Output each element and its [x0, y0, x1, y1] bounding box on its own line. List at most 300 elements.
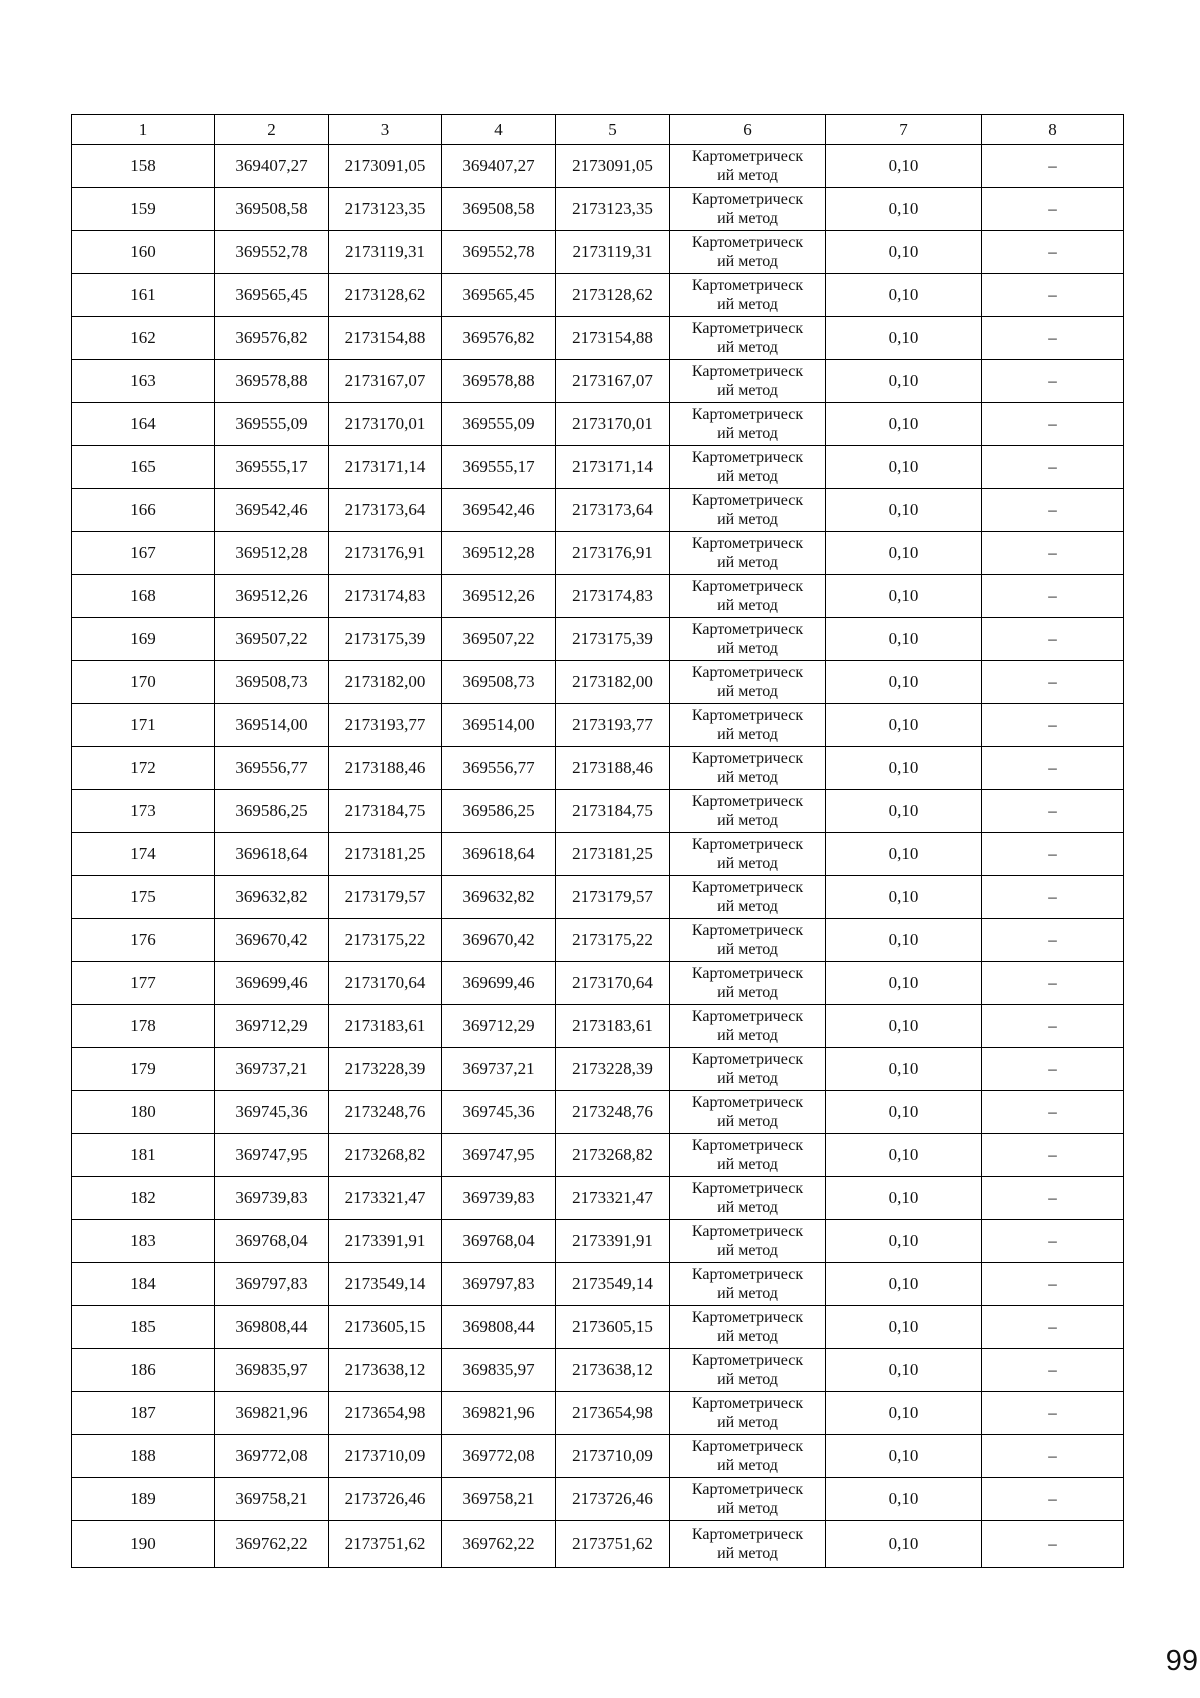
method-text-line: ий метод — [717, 855, 778, 872]
y-coordinate-cell: 2173170,01 — [329, 403, 442, 446]
column-header: 6 — [670, 115, 826, 145]
method-cell — [670, 403, 826, 446]
table-row — [72, 747, 1124, 790]
table-row — [72, 317, 1124, 360]
y-coordinate-cell: 2173321,47 — [329, 1177, 442, 1220]
point-number-cell: 158 — [72, 145, 215, 188]
y-coordinate-cell: 2173123,35 — [556, 188, 670, 231]
y-coordinate-cell: 2173228,39 — [556, 1048, 670, 1091]
x-coordinate-cell: 369739,83 — [215, 1177, 329, 1220]
y-coordinate-cell: 2173171,14 — [329, 446, 442, 489]
y-coordinate-cell: 2173173,64 — [556, 489, 670, 532]
y-coordinate-cell: 2173391,91 — [556, 1220, 670, 1263]
method-text-line: ий метод — [717, 425, 778, 442]
point-number-cell: 160 — [72, 231, 215, 274]
x-coordinate-cell: 369712,29 — [442, 1005, 556, 1048]
y-coordinate-cell: 2173184,75 — [329, 790, 442, 833]
method-text-line: Картометрическ — [691, 1395, 804, 1412]
y-coordinate-cell: 2173268,82 — [556, 1134, 670, 1177]
x-coordinate-cell: 369768,04 — [215, 1220, 329, 1263]
method-text-line: Картометрическ — [691, 1051, 804, 1068]
x-coordinate-cell: 369576,82 — [215, 317, 329, 360]
x-coordinate-cell: 369808,44 — [215, 1306, 329, 1349]
method-text-line: Картометрическ — [691, 148, 804, 165]
method-cell — [670, 1134, 826, 1177]
note-cell: – — [982, 446, 1124, 489]
table-body — [72, 145, 1124, 1568]
method-text-line: ий метод — [717, 726, 778, 743]
y-coordinate-cell: 2173182,00 — [556, 661, 670, 704]
method-text-line: Картометрическ — [691, 449, 804, 466]
column-header: 3 — [329, 115, 442, 145]
column-header: 1 — [72, 115, 215, 145]
y-coordinate-cell: 2173173,64 — [329, 489, 442, 532]
y-coordinate-cell: 2173179,57 — [556, 876, 670, 919]
x-coordinate-cell: 369586,25 — [215, 790, 329, 833]
point-number-cell: 185 — [72, 1306, 215, 1349]
note-cell: – — [982, 360, 1124, 403]
method-text-line: ий метод — [717, 382, 778, 399]
x-coordinate-cell: 369797,83 — [442, 1263, 556, 1306]
x-coordinate-cell: 369670,42 — [215, 919, 329, 962]
method-text-line: Картометрическ — [691, 492, 804, 509]
accuracy-cell: 0,10 — [826, 1177, 982, 1220]
point-number-cell: 176 — [72, 919, 215, 962]
accuracy-cell: 0,10 — [826, 1091, 982, 1134]
y-coordinate-cell: 2173268,82 — [329, 1134, 442, 1177]
accuracy-cell: 0,10 — [826, 833, 982, 876]
y-coordinate-cell: 2173176,91 — [556, 532, 670, 575]
method-text-line: ий метод — [717, 1027, 778, 1044]
x-coordinate-cell: 369507,22 — [215, 618, 329, 661]
method-cell — [670, 747, 826, 790]
method-cell — [670, 446, 826, 489]
table-row — [72, 1091, 1124, 1134]
accuracy-cell: 0,10 — [826, 1306, 982, 1349]
method-text-line: Картометрическ — [691, 621, 804, 638]
x-coordinate-cell: 369576,82 — [442, 317, 556, 360]
x-coordinate-cell: 369512,26 — [442, 575, 556, 618]
y-coordinate-cell: 2173175,22 — [329, 919, 442, 962]
method-text-line: ий метод — [717, 253, 778, 270]
x-coordinate-cell: 369618,64 — [442, 833, 556, 876]
table-row — [72, 360, 1124, 403]
accuracy-cell: 0,10 — [826, 145, 982, 188]
method-text-line: Картометрическ — [691, 836, 804, 853]
point-number-cell: 182 — [72, 1177, 215, 1220]
y-coordinate-cell: 2173091,05 — [556, 145, 670, 188]
method-text-line: Картометрическ — [691, 1352, 804, 1369]
x-coordinate-cell: 369407,27 — [215, 145, 329, 188]
y-coordinate-cell: 2173183,61 — [556, 1005, 670, 1048]
note-cell: – — [982, 1048, 1124, 1091]
accuracy-cell: 0,10 — [826, 231, 982, 274]
method-text-line: Картометрическ — [691, 406, 804, 423]
point-number-cell: 172 — [72, 747, 215, 790]
note-cell: – — [982, 919, 1124, 962]
method-text-line: Картометрическ — [691, 879, 804, 896]
point-number-cell: 187 — [72, 1392, 215, 1435]
accuracy-cell: 0,10 — [826, 317, 982, 360]
method-text-line: Картометрическ — [691, 1180, 804, 1197]
table-row — [72, 1435, 1124, 1478]
table-row — [72, 231, 1124, 274]
y-coordinate-cell: 2173181,25 — [556, 833, 670, 876]
point-number-cell: 175 — [72, 876, 215, 919]
method-cell — [670, 1263, 826, 1306]
y-coordinate-cell: 2173248,76 — [556, 1091, 670, 1134]
accuracy-cell: 0,10 — [826, 704, 982, 747]
point-number-cell: 181 — [72, 1134, 215, 1177]
method-text-line: ий метод — [717, 167, 778, 184]
x-coordinate-cell: 369835,97 — [442, 1349, 556, 1392]
y-coordinate-cell: 2173175,39 — [556, 618, 670, 661]
x-coordinate-cell: 369737,21 — [442, 1048, 556, 1091]
y-coordinate-cell: 2173154,88 — [556, 317, 670, 360]
note-cell: – — [982, 231, 1124, 274]
column-header: 4 — [442, 115, 556, 145]
x-coordinate-cell: 369542,46 — [215, 489, 329, 532]
method-text-line: ий метод — [717, 812, 778, 829]
x-coordinate-cell: 369555,09 — [442, 403, 556, 446]
y-coordinate-cell: 2173710,09 — [556, 1435, 670, 1478]
note-cell: – — [982, 1478, 1124, 1521]
method-text-line: ий метод — [717, 1328, 778, 1345]
x-coordinate-cell: 369508,58 — [442, 188, 556, 231]
accuracy-cell: 0,10 — [826, 790, 982, 833]
method-text-line: Картометрическ — [691, 922, 804, 939]
method-text-line: Картометрическ — [691, 1438, 804, 1455]
column-header: 2 — [215, 115, 329, 145]
method-text-line: ий метод — [717, 1545, 778, 1562]
point-number-cell: 186 — [72, 1349, 215, 1392]
note-cell: – — [982, 661, 1124, 704]
x-coordinate-cell: 369808,44 — [442, 1306, 556, 1349]
note-cell: – — [982, 274, 1124, 317]
x-coordinate-cell: 369632,82 — [442, 876, 556, 919]
note-cell: – — [982, 833, 1124, 876]
point-number-cell: 168 — [72, 575, 215, 618]
y-coordinate-cell: 2173726,46 — [556, 1478, 670, 1521]
note-cell: – — [982, 1435, 1124, 1478]
method-text-line: ий метод — [717, 339, 778, 356]
point-number-cell: 173 — [72, 790, 215, 833]
table-row — [72, 446, 1124, 489]
table-row — [72, 1134, 1124, 1177]
x-coordinate-cell: 369508,73 — [215, 661, 329, 704]
method-cell — [670, 661, 826, 704]
method-cell — [670, 833, 826, 876]
accuracy-cell: 0,10 — [826, 876, 982, 919]
method-text-line: ий метод — [717, 1500, 778, 1517]
y-coordinate-cell: 2173549,14 — [556, 1263, 670, 1306]
accuracy-cell: 0,10 — [826, 489, 982, 532]
accuracy-cell: 0,10 — [826, 1521, 982, 1568]
method-text-line: ий метод — [717, 511, 778, 528]
x-coordinate-cell: 369835,97 — [215, 1349, 329, 1392]
method-cell — [670, 1306, 826, 1349]
accuracy-cell: 0,10 — [826, 188, 982, 231]
x-coordinate-cell: 369555,17 — [442, 446, 556, 489]
x-coordinate-cell: 369772,08 — [215, 1435, 329, 1478]
y-coordinate-cell: 2173171,14 — [556, 446, 670, 489]
table-row — [72, 704, 1124, 747]
x-coordinate-cell: 369407,27 — [442, 145, 556, 188]
method-cell — [670, 1392, 826, 1435]
x-coordinate-cell: 369758,21 — [215, 1478, 329, 1521]
method-cell — [670, 704, 826, 747]
table-row — [72, 1521, 1124, 1568]
table-row — [72, 188, 1124, 231]
x-coordinate-cell: 369747,95 — [442, 1134, 556, 1177]
table-row — [72, 962, 1124, 1005]
method-text-line: Картометрическ — [691, 1526, 804, 1543]
note-cell: – — [982, 704, 1124, 747]
method-text-line: Картометрическ — [691, 1481, 804, 1498]
method-cell — [670, 317, 826, 360]
x-coordinate-cell: 369556,77 — [442, 747, 556, 790]
x-coordinate-cell: 369552,78 — [442, 231, 556, 274]
x-coordinate-cell: 369745,36 — [442, 1091, 556, 1134]
point-number-cell: 174 — [72, 833, 215, 876]
y-coordinate-cell: 2173605,15 — [556, 1306, 670, 1349]
coordinates-table — [71, 114, 1124, 1568]
y-coordinate-cell: 2173175,39 — [329, 618, 442, 661]
method-cell — [670, 145, 826, 188]
accuracy-cell: 0,10 — [826, 403, 982, 446]
y-coordinate-cell: 2173154,88 — [329, 317, 442, 360]
y-coordinate-cell: 2173170,01 — [556, 403, 670, 446]
method-cell — [670, 1177, 826, 1220]
y-coordinate-cell: 2173179,57 — [329, 876, 442, 919]
y-coordinate-cell: 2173193,77 — [329, 704, 442, 747]
method-text-line: ий метод — [717, 640, 778, 657]
method-text-line: ий метод — [717, 1199, 778, 1216]
method-text-line: Картометрическ — [691, 578, 804, 595]
point-number-cell: 170 — [72, 661, 215, 704]
x-coordinate-cell: 369699,46 — [215, 962, 329, 1005]
point-number-cell: 161 — [72, 274, 215, 317]
table-row — [72, 618, 1124, 661]
x-coordinate-cell: 369565,45 — [442, 274, 556, 317]
accuracy-cell: 0,10 — [826, 575, 982, 618]
method-cell — [670, 962, 826, 1005]
method-text-line: ий метод — [717, 468, 778, 485]
table-row — [72, 532, 1124, 575]
table-row — [72, 1349, 1124, 1392]
y-coordinate-cell: 2173726,46 — [329, 1478, 442, 1521]
accuracy-cell: 0,10 — [826, 919, 982, 962]
x-coordinate-cell: 369618,64 — [215, 833, 329, 876]
x-coordinate-cell: 369821,96 — [442, 1392, 556, 1435]
point-number-cell: 159 — [72, 188, 215, 231]
y-coordinate-cell: 2173391,91 — [329, 1220, 442, 1263]
accuracy-cell: 0,10 — [826, 446, 982, 489]
note-cell: – — [982, 1220, 1124, 1263]
y-coordinate-cell: 2173128,62 — [556, 274, 670, 317]
table-row — [72, 489, 1124, 532]
y-coordinate-cell: 2173170,64 — [556, 962, 670, 1005]
method-text-line: ий метод — [717, 898, 778, 915]
column-header: 8 — [982, 115, 1124, 145]
y-coordinate-cell: 2173123,35 — [329, 188, 442, 231]
accuracy-cell: 0,10 — [826, 1048, 982, 1091]
method-text-line: Картометрическ — [691, 750, 804, 767]
x-coordinate-cell: 369514,00 — [215, 704, 329, 747]
y-coordinate-cell: 2173182,00 — [329, 661, 442, 704]
y-coordinate-cell: 2173188,46 — [329, 747, 442, 790]
note-cell: – — [982, 962, 1124, 1005]
method-text-line: Картометрическ — [691, 1094, 804, 1111]
x-coordinate-cell: 369508,58 — [215, 188, 329, 231]
accuracy-cell: 0,10 — [826, 1134, 982, 1177]
table-row — [72, 403, 1124, 446]
point-number-cell: 166 — [72, 489, 215, 532]
table-row — [72, 145, 1124, 188]
method-text-line: ий метод — [717, 296, 778, 313]
accuracy-cell: 0,10 — [826, 360, 982, 403]
x-coordinate-cell: 369578,88 — [215, 360, 329, 403]
point-number-cell: 178 — [72, 1005, 215, 1048]
x-coordinate-cell: 369556,77 — [215, 747, 329, 790]
accuracy-cell: 0,10 — [826, 532, 982, 575]
y-coordinate-cell: 2173167,07 — [556, 360, 670, 403]
x-coordinate-cell: 369762,22 — [442, 1521, 556, 1568]
note-cell: – — [982, 403, 1124, 446]
method-text-line: Картометрическ — [691, 965, 804, 982]
method-text-line: ий метод — [717, 1156, 778, 1173]
note-cell: – — [982, 532, 1124, 575]
note-cell: – — [982, 575, 1124, 618]
point-number-cell: 188 — [72, 1435, 215, 1478]
note-cell: – — [982, 1521, 1124, 1568]
column-header: 7 — [826, 115, 982, 145]
x-coordinate-cell: 369514,00 — [442, 704, 556, 747]
y-coordinate-cell: 2173170,64 — [329, 962, 442, 1005]
table-row — [72, 833, 1124, 876]
point-number-cell: 189 — [72, 1478, 215, 1521]
x-coordinate-cell: 369739,83 — [442, 1177, 556, 1220]
method-cell — [670, 1220, 826, 1263]
x-coordinate-cell: 369507,22 — [442, 618, 556, 661]
method-cell — [670, 1091, 826, 1134]
method-cell — [670, 231, 826, 274]
x-coordinate-cell: 369747,95 — [215, 1134, 329, 1177]
accuracy-cell: 0,10 — [826, 661, 982, 704]
note-cell: – — [982, 1392, 1124, 1435]
method-text-line: ий метод — [717, 769, 778, 786]
accuracy-cell: 0,10 — [826, 1220, 982, 1263]
column-header: 5 — [556, 115, 670, 145]
point-number-cell: 171 — [72, 704, 215, 747]
page-number: 99 — [1165, 1645, 1198, 1677]
table-row — [72, 1048, 1124, 1091]
accuracy-cell: 0,10 — [826, 1392, 982, 1435]
accuracy-cell: 0,10 — [826, 1263, 982, 1306]
table-row — [72, 1220, 1124, 1263]
method-text-line: ий метод — [717, 1285, 778, 1302]
method-text-line: ий метод — [717, 1113, 778, 1130]
x-coordinate-cell: 369578,88 — [442, 360, 556, 403]
method-text-line: Картометрическ — [691, 664, 804, 681]
x-coordinate-cell: 369699,46 — [442, 962, 556, 1005]
y-coordinate-cell: 2173174,83 — [556, 575, 670, 618]
method-text-line: Картометрическ — [691, 1137, 804, 1154]
accuracy-cell: 0,10 — [826, 274, 982, 317]
note-cell: – — [982, 618, 1124, 661]
method-cell — [670, 618, 826, 661]
y-coordinate-cell: 2173183,61 — [329, 1005, 442, 1048]
method-text-line: ий метод — [717, 1414, 778, 1431]
point-number-cell: 162 — [72, 317, 215, 360]
method-text-line: ий метод — [717, 1457, 778, 1474]
table-row — [72, 919, 1124, 962]
method-cell — [670, 575, 826, 618]
accuracy-cell: 0,10 — [826, 618, 982, 661]
method-cell — [670, 790, 826, 833]
point-number-cell: 183 — [72, 1220, 215, 1263]
method-cell — [670, 274, 826, 317]
point-number-cell: 167 — [72, 532, 215, 575]
x-coordinate-cell: 369586,25 — [442, 790, 556, 833]
note-cell: – — [982, 489, 1124, 532]
point-number-cell: 169 — [72, 618, 215, 661]
table-row — [72, 274, 1124, 317]
x-coordinate-cell: 369555,17 — [215, 446, 329, 489]
method-text-line: Картометрическ — [691, 1309, 804, 1326]
note-cell: – — [982, 1005, 1124, 1048]
method-text-line: ий метод — [717, 1242, 778, 1259]
note-cell: – — [982, 876, 1124, 919]
method-text-line: Картометрическ — [691, 277, 804, 294]
x-coordinate-cell: 369512,26 — [215, 575, 329, 618]
accuracy-cell: 0,10 — [826, 1349, 982, 1392]
x-coordinate-cell: 369762,22 — [215, 1521, 329, 1568]
method-text-line: ий метод — [717, 210, 778, 227]
y-coordinate-cell: 2173638,12 — [329, 1349, 442, 1392]
x-coordinate-cell: 369552,78 — [215, 231, 329, 274]
table-row — [72, 575, 1124, 618]
method-cell — [670, 1048, 826, 1091]
note-cell: – — [982, 1091, 1124, 1134]
x-coordinate-cell: 369565,45 — [215, 274, 329, 317]
method-cell — [670, 1521, 826, 1568]
method-cell — [670, 876, 826, 919]
point-number-cell: 165 — [72, 446, 215, 489]
table-row — [72, 1263, 1124, 1306]
x-coordinate-cell: 369772,08 — [442, 1435, 556, 1478]
y-coordinate-cell: 2173167,07 — [329, 360, 442, 403]
y-coordinate-cell: 2173174,83 — [329, 575, 442, 618]
y-coordinate-cell: 2173751,62 — [556, 1521, 670, 1568]
y-coordinate-cell: 2173091,05 — [329, 145, 442, 188]
method-text-line: Картометрическ — [691, 191, 804, 208]
y-coordinate-cell: 2173175,22 — [556, 919, 670, 962]
method-text-line: Картометрическ — [691, 1008, 804, 1025]
method-cell — [670, 489, 826, 532]
method-text-line: Картометрическ — [691, 363, 804, 380]
method-text-line: Картометрическ — [691, 535, 804, 552]
table-row — [72, 790, 1124, 833]
method-cell — [670, 1478, 826, 1521]
table-row — [72, 1005, 1124, 1048]
method-cell — [670, 1349, 826, 1392]
point-number-cell: 180 — [72, 1091, 215, 1134]
y-coordinate-cell: 2173193,77 — [556, 704, 670, 747]
x-coordinate-cell: 369508,73 — [442, 661, 556, 704]
x-coordinate-cell: 369768,04 — [442, 1220, 556, 1263]
table-row — [72, 661, 1124, 704]
